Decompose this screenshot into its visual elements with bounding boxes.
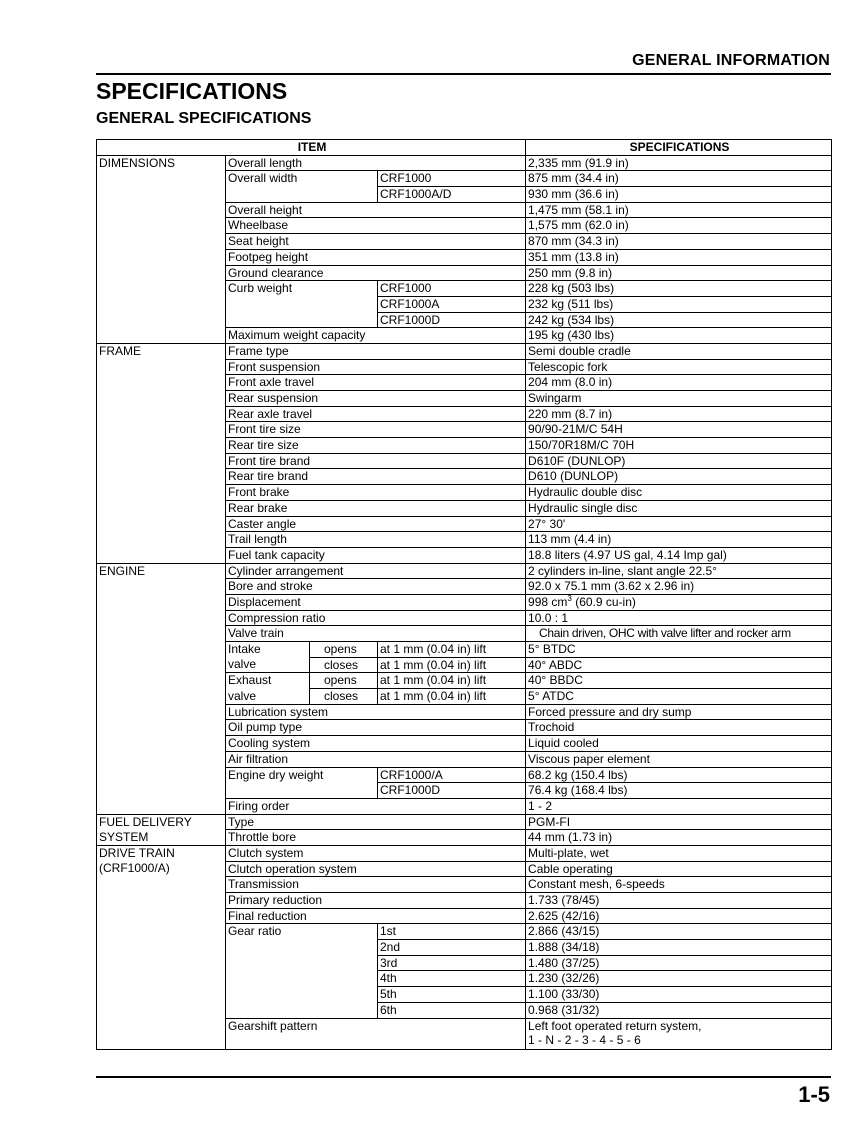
item-label: Front suspension xyxy=(226,359,526,375)
table-row xyxy=(97,657,832,673)
spec-value: 5° BTDC xyxy=(526,642,832,658)
item-label: Overall height xyxy=(226,202,526,218)
table-row xyxy=(97,265,832,281)
model-label: CRF1000 xyxy=(378,281,526,297)
spec-value: 5° ATDC xyxy=(526,689,832,705)
item-label: Clutch system xyxy=(226,845,526,861)
spec-value: 351 mm (13.8 in) xyxy=(526,249,832,265)
spec-value: 242 kg (534 lbs) xyxy=(526,312,832,328)
spec-value: Viscous paper element xyxy=(526,751,832,767)
table-row xyxy=(97,955,832,971)
lift-label: at 1 mm (0.04 in) lift xyxy=(378,642,526,658)
spec-value: Telescopic fork xyxy=(526,359,832,375)
spec-value: Semi double cradle xyxy=(526,343,832,359)
table-row xyxy=(97,893,832,909)
spec-value: Liquid cooled xyxy=(526,736,832,752)
table-row xyxy=(97,971,832,987)
spec-value: Hydraulic single disc xyxy=(526,500,832,516)
item-label: Displacement xyxy=(226,594,526,610)
item-label: valve xyxy=(228,688,257,703)
valve-closes-label: closes xyxy=(310,657,378,673)
table-row xyxy=(97,155,832,171)
gear-label: 3rd xyxy=(378,955,526,971)
spec-value: Swingarm xyxy=(526,391,832,407)
table-row xyxy=(97,312,832,328)
item-label: Exhaust xyxy=(226,673,310,689)
table-header-row xyxy=(97,140,832,156)
item-label: Ground clearance xyxy=(226,265,526,281)
gear-label: 1st xyxy=(378,924,526,940)
spec-value: 18.8 liters (4.97 US gal, 4.14 Imp gal) xyxy=(526,547,832,563)
table-row xyxy=(97,547,832,563)
spec-value: 150/70R18M/C 70H xyxy=(526,438,832,454)
item-label: Overall width xyxy=(226,171,378,187)
item-label: Maximum weight capacity xyxy=(226,328,526,344)
spec-value: 930 mm (36.6 in) xyxy=(526,187,832,203)
table-row xyxy=(97,751,832,767)
spec-value: 90/90-21M/C 54H xyxy=(526,422,832,438)
spec-value: 1,575 mm (62.0 in) xyxy=(526,218,832,234)
item-label: Caster angle xyxy=(226,516,526,532)
item-label: Wheelbase xyxy=(226,218,526,234)
displacement-superscript: 3 xyxy=(567,594,572,603)
spec-value: 1 - 2 xyxy=(526,798,832,814)
item-label: Firing order xyxy=(226,798,526,814)
spec-value: 195 kg (430 lbs) xyxy=(526,328,832,344)
spec-value: 1.100 (33/30) xyxy=(526,987,832,1003)
model-label: CRF1000 xyxy=(378,171,526,187)
valve-closes-label: closes xyxy=(310,689,378,705)
table-row xyxy=(97,987,832,1003)
item-label: Footpeg height xyxy=(226,249,526,265)
table-row xyxy=(97,391,832,407)
table-row xyxy=(97,500,832,516)
spec-value: Multi-plate, wet xyxy=(526,845,832,861)
item-label: Cylinder arrangement xyxy=(226,563,526,579)
spec-value: 204 mm (8.0 in) xyxy=(526,375,832,391)
spec-value: 228 kg (503 lbs) xyxy=(526,281,832,297)
category-drive-train: DRIVE TRAIN xyxy=(97,845,226,861)
item-label: Gear ratio xyxy=(226,924,378,940)
displacement-value: 998 cm xyxy=(528,594,568,609)
model-label: CRF1000D xyxy=(378,312,526,328)
category-fuel-delivery-line2: SYSTEM xyxy=(97,830,226,846)
item-label: Engine dry weight xyxy=(226,767,378,783)
item-label: Rear tire brand xyxy=(226,469,526,485)
spec-value: 1.480 (37/25) xyxy=(526,955,832,971)
table-row xyxy=(97,940,832,956)
table-row xyxy=(97,485,832,501)
item-label: Oil pump type xyxy=(226,720,526,736)
gear-label: 4th xyxy=(378,971,526,987)
header-rule xyxy=(96,73,831,75)
item-label: Valve train xyxy=(226,626,526,642)
table-row xyxy=(97,1002,832,1018)
gear-label: 5th xyxy=(378,987,526,1003)
table-row xyxy=(97,845,832,861)
item-label: Fuel tank capacity xyxy=(226,547,526,563)
table-row xyxy=(97,798,832,814)
category-frame: FRAME xyxy=(97,343,226,359)
item-label: Rear axle travel xyxy=(226,406,526,422)
table-row xyxy=(97,375,832,391)
item-label: Frame type xyxy=(226,343,526,359)
item-label: Bore and stroke xyxy=(226,579,526,595)
table-row xyxy=(97,438,832,454)
item-label: Seat height xyxy=(226,234,526,250)
table-row xyxy=(97,783,832,799)
item-label: Type xyxy=(226,814,526,830)
item-label: Intake xyxy=(226,642,310,658)
category-drive-train-line2: (CRF1000/A) xyxy=(97,861,226,877)
table-row xyxy=(97,218,832,234)
table-row xyxy=(97,704,832,720)
page-number: 1-5 xyxy=(798,1082,830,1107)
lift-label: at 1 mm (0.04 in) lift xyxy=(378,689,526,705)
table-row xyxy=(97,281,832,297)
spec-value: 870 mm (34.3 in) xyxy=(526,234,832,250)
table-row xyxy=(97,861,832,877)
spec-value: 1.230 (32/26) xyxy=(526,971,832,987)
item-label: valve xyxy=(228,657,257,672)
item-label: Clutch operation system xyxy=(226,861,526,877)
spec-value: 1,475 mm (58.1 in) xyxy=(526,202,832,218)
spec-value: 113 mm (4.4 in) xyxy=(526,532,832,548)
spec-value: 2,335 mm (91.9 in) xyxy=(526,155,832,171)
model-label: CRF1000A/D xyxy=(378,187,526,203)
item-label: Throttle bore xyxy=(226,830,526,846)
item-label: Front axle travel xyxy=(226,375,526,391)
spec-value: 250 mm (9.8 in) xyxy=(526,265,832,281)
item-label: Rear tire size xyxy=(226,438,526,454)
spec-value: 1.733 (78/45) xyxy=(526,893,832,909)
spec-column-header: SPECIFICATIONS xyxy=(526,140,832,156)
item-label: Final reduction xyxy=(226,908,526,924)
spec-value: D610 (DUNLOP) xyxy=(526,469,832,485)
gear-label: 6th xyxy=(378,1002,526,1018)
table-row xyxy=(97,234,832,250)
table-row xyxy=(97,453,832,469)
item-label: Rear suspension xyxy=(226,391,526,407)
spec-value: 2.866 (43/15) xyxy=(526,924,832,940)
spec-value: 0.968 (31/32) xyxy=(526,1002,832,1018)
table-row xyxy=(97,359,832,375)
lift-label: at 1 mm (0.04 in) lift xyxy=(378,673,526,689)
item-label: Front brake xyxy=(226,485,526,501)
spec-value: Trochoid xyxy=(526,720,832,736)
item-label: Curb weight xyxy=(226,281,378,297)
valve-opens-label: opens xyxy=(310,673,378,689)
spec-value: 875 mm (34.4 in) xyxy=(526,171,832,187)
spec-value: 68.2 kg (150.4 lbs) xyxy=(526,767,832,783)
spec-value: 232 kg (511 lbs) xyxy=(526,296,832,312)
model-label: CRF1000A xyxy=(378,296,526,312)
table-row xyxy=(97,610,832,626)
category-engine: ENGINE xyxy=(97,563,226,579)
table-row xyxy=(97,249,832,265)
table-row xyxy=(97,877,832,893)
table-row xyxy=(97,594,832,610)
table-row xyxy=(97,924,832,940)
table-row xyxy=(97,406,832,422)
item-label: Primary reduction xyxy=(226,893,526,909)
page-subtitle: GENERAL SPECIFICATIONS xyxy=(96,110,312,127)
gearshift-value-line2: 1 - N - 2 - 3 - 4 - 5 - 6 xyxy=(528,1032,641,1047)
table-row xyxy=(97,516,832,532)
item-label: Rear brake xyxy=(226,500,526,516)
item-label: Front tire brand xyxy=(226,453,526,469)
table-row xyxy=(97,830,832,846)
page-title: SPECIFICATIONS xyxy=(96,78,288,104)
table-row xyxy=(97,642,832,658)
spec-value: Constant mesh, 6-speeds xyxy=(526,877,832,893)
footer-rule xyxy=(96,1076,831,1078)
item-label: Trail length xyxy=(226,532,526,548)
item-label: Overall length xyxy=(226,155,526,171)
table-row xyxy=(97,343,832,359)
valve-opens-label: opens xyxy=(310,642,378,658)
table-row xyxy=(97,563,832,579)
displacement-value-suffix: (60.9 cu-in) xyxy=(571,594,636,609)
table-row xyxy=(97,422,832,438)
model-label: CRF1000D xyxy=(378,783,526,799)
spec-value: D610F (DUNLOP) xyxy=(526,453,832,469)
spec-value: 10.0 : 1 xyxy=(526,610,832,626)
spec-value: Cable operating xyxy=(526,861,832,877)
table-row xyxy=(97,579,832,595)
model-label: CRF1000/A xyxy=(378,767,526,783)
table-row xyxy=(97,1018,832,1049)
table-row xyxy=(97,689,832,705)
item-label: Lubrication system xyxy=(226,704,526,720)
table-row xyxy=(97,187,832,203)
table-row xyxy=(97,626,832,642)
table-row xyxy=(97,171,832,187)
gearshift-value-line1: Left foot operated return system, xyxy=(528,1018,702,1033)
item-label: Gearshift pattern xyxy=(226,1018,526,1049)
spec-value: Forced pressure and dry sump xyxy=(526,704,832,720)
spec-value: Hydraulic double disc xyxy=(526,485,832,501)
table-row xyxy=(97,328,832,344)
table-row xyxy=(97,469,832,485)
spec-value: PGM-FI xyxy=(526,814,832,830)
item-label: Compression ratio xyxy=(226,610,526,626)
item-label: Transmission xyxy=(226,877,526,893)
spec-value xyxy=(526,1018,832,1049)
category-dimensions: DIMENSIONS xyxy=(97,155,226,171)
spec-value: 40° BBDC xyxy=(526,673,832,689)
table-row xyxy=(97,908,832,924)
spec-value: 220 mm (8.7 in) xyxy=(526,406,832,422)
table-row xyxy=(97,720,832,736)
table-row xyxy=(97,673,832,689)
gear-label: 2nd xyxy=(378,940,526,956)
spec-value: 92.0 x 75.1 mm (3.62 x 2.96 in) xyxy=(526,579,832,595)
spec-value: 1.888 (34/18) xyxy=(526,940,832,956)
specifications-table xyxy=(96,139,832,1050)
table-row xyxy=(97,296,832,312)
spec-value: 27° 30' xyxy=(526,516,832,532)
table-row xyxy=(97,532,832,548)
spec-value: 2.625 (42/16) xyxy=(526,908,832,924)
spec-value: 44 mm (1.73 in) xyxy=(526,830,832,846)
item-label: Front tire size xyxy=(226,422,526,438)
table-row xyxy=(97,814,832,830)
spec-value xyxy=(526,594,832,610)
table-row xyxy=(97,202,832,218)
category-fuel-delivery: FUEL DELIVERY xyxy=(97,814,226,830)
spec-value: 2 cylinders in-line, slant angle 22.5° xyxy=(526,563,832,579)
spec-value: 40° ABDC xyxy=(526,657,832,673)
item-label: Cooling system xyxy=(226,736,526,752)
section-header: GENERAL INFORMATION xyxy=(632,52,830,69)
item-column-header: ITEM xyxy=(97,140,526,156)
table-row xyxy=(97,767,832,783)
item-label: Air filtration xyxy=(226,751,526,767)
lift-label: at 1 mm (0.04 in) lift xyxy=(378,657,526,673)
table-row xyxy=(97,736,832,752)
spec-value: Chain driven, OHC with valve lifter and rocker arm xyxy=(526,626,832,642)
spec-value: 76.4 kg (168.4 lbs) xyxy=(526,783,832,799)
